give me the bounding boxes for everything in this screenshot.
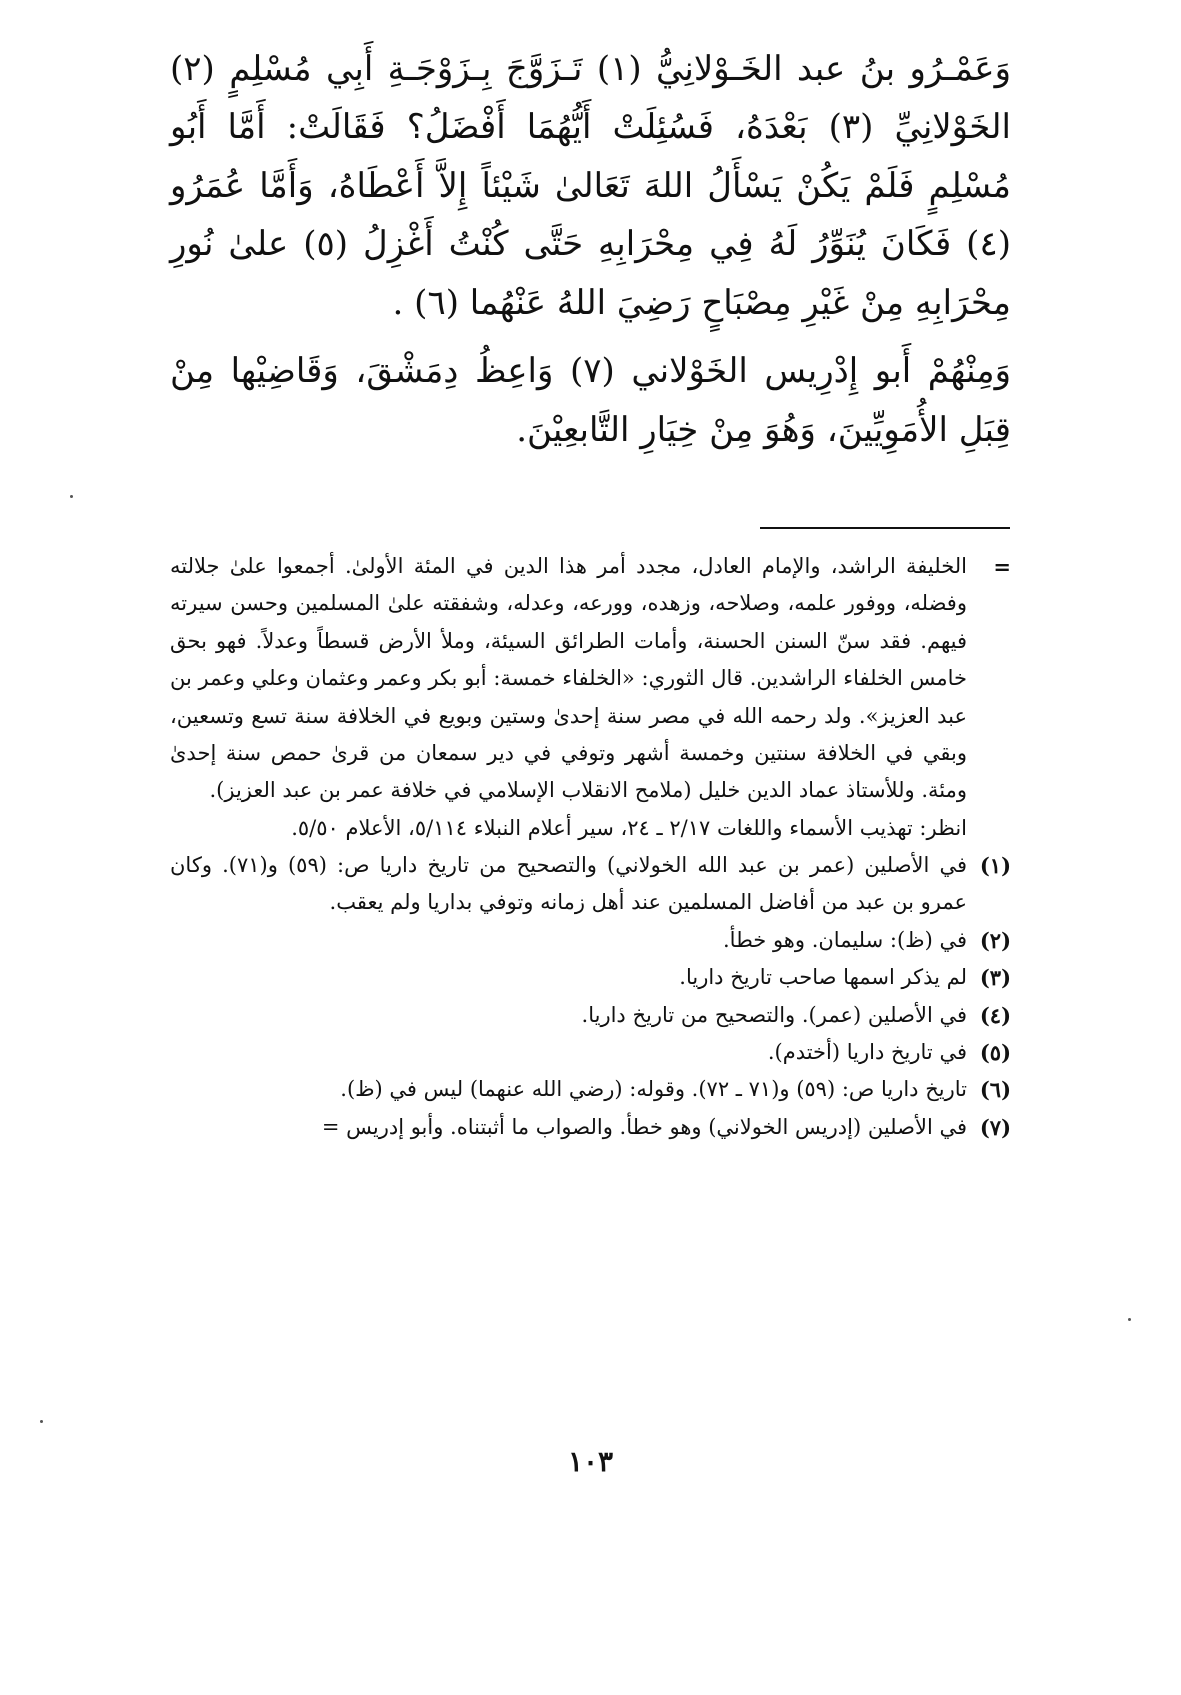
footnote-mark: (٥) — [979, 1039, 1011, 1065]
footnote-mark: = — [993, 554, 1011, 579]
main-paragraph-2: وَمِنْهُمْ أَبو إِدْرِيس الخَوْلاني (٧) وَاعِظُ دِمَشْقَ، وَقَاضِيْها مِنْ قِبَلِ الأُمَوِيِّينَ، وَهُوَ مِنْ خِيَارِ التَّابعِيْنَ. — [170, 351, 1011, 450]
footnote-reference: انظر: تهذيب الأسماء واللغات ٢/١٧ ـ ٢٤، سير أعلام النبلاء ٥/١١٤، الأعلام ٥/٥٠. — [291, 815, 967, 840]
footnote-mark: (٧) — [979, 1114, 1011, 1140]
footnote-mark: (٦) — [979, 1077, 1011, 1103]
main-text — [170, 40, 1011, 459]
footnote-mark: (١) — [979, 853, 1011, 878]
footnote-continued — [170, 548, 1011, 810]
footnote-text: تاريخ داريا ص: (٥٩) و(٧١ ـ ٧٢). وقوله: (رضي الله عنهما) ليس في (ظ). — [340, 1077, 967, 1102]
footnotes — [170, 548, 1011, 1146]
footnote-4 — [170, 997, 1011, 1034]
scan-speck — [40, 1420, 43, 1423]
scan-speck — [70, 495, 73, 498]
footnote-mark: (٤) — [979, 1002, 1011, 1028]
scan-speck — [1128, 1318, 1131, 1321]
footnote-1 — [170, 847, 1011, 922]
footnote-3 — [170, 959, 1011, 996]
footnote-text: في الأصلين (عمر). والتصحيح من تاريخ داريا. — [581, 1002, 967, 1027]
footnote-text: في (ظ): سليمان. وهو خطأ. — [723, 927, 967, 952]
footnote-text: في الأصلين (إدريس الخولاني) وهو خطأ. والصواب ما أثبتناه. وأبو إدريس = — [321, 1114, 967, 1139]
footnote-text: في الأصلين (عمر بن عبد الله الخولاني) والتصحيح من تاريخ داريا ص: (٥٩) و(٧١). وكان عمرو بن عبد من أفاضل المسلمين عند أهل زمانه وتوفي بداريا ولم يعقب. — [170, 853, 968, 915]
footnote-mark: (٣) — [979, 965, 1011, 991]
footnote-2 — [170, 922, 1011, 959]
footnote-5 — [170, 1034, 1011, 1071]
footnote-text: الخليفة الراشد، والإمام العادل، مجدد أمر هذا الدين في المئة الأولىٰ. أجمعوا علىٰ جلالته وفضله، ووفور علمه، وصلاحه، وزهده، وورعه، وعدله، وشفقته علىٰ المسلمين وحسن سيرته فيهم. فقد سنّ السنن الحسنة، وأمات الطرائق السيئة، وملأ الأرض قسطاً وعدلاً. فهو بحق خامس الخلفاء الراشدين. قال الثوري: «الخلفاء خمسة: أبو بكر وعمر وعثمان وعلي وعمر بن عبد العزيز». ولد رحمه الله في مصر سنة إحدىٰ وستين وبويع في الخلافة سنة تسع وتسعين، وبقي في الخلافة سنتين وخمسة أشهر وتوفي في دير سمعان من قرىٰ حمص سنة إحدىٰ ومئة. وللأستاذ عماد الدين خليل (ملامح الانقلاب الإسلامي في خلافة عمر بن عبد العزيز). — [170, 554, 967, 803]
main-paragraph-1: وَعَمْـرُو بنُ عبد الخَـوْلانِيُّ (١) تَـزَوَّجَ بِـزَوْجَـةِ أَبِي مُسْلِمٍ (٢) الخَوْلانِيِّ (٣) بَعْدَهُ، فَسُئِلَتْ أَيُّهُمَا أَفْضَلُ؟ فَقَالَتْ: أَمَّا أَبُو مُسْلِمٍ فَلَمْ يَكُنْ يَسْأَلُ اللهَ تَعَالىٰ شَيْئاً إِلاَّ أَعْطَاهُ، وَأَمَّا عُمَرُو (٤) فَكَانَ يُنَوِّرُ لَهُ فِي مِحْرَابِهِ حَتَّى كُنْتُ أَغْزِلُ (٥) علىٰ نُورِ مِحْرَابِهِ مِنْ غَيْرِ مِصْبَاحٍ رَضِيَ اللهُ عَنْهُما (٦) . — [170, 49, 1011, 323]
footnote-7 — [170, 1109, 1011, 1146]
footnote-mark: (٢) — [979, 927, 1011, 953]
footnote-6 — [170, 1071, 1011, 1108]
footnote-separator — [760, 527, 1010, 529]
footnote-text: لم يذكر اسمها صاحب تاريخ داريا. — [679, 965, 967, 990]
footnote-text: في تاريخ داريا (أختدم). — [767, 1039, 967, 1064]
page-number: ١٠٣ — [567, 1445, 614, 1478]
